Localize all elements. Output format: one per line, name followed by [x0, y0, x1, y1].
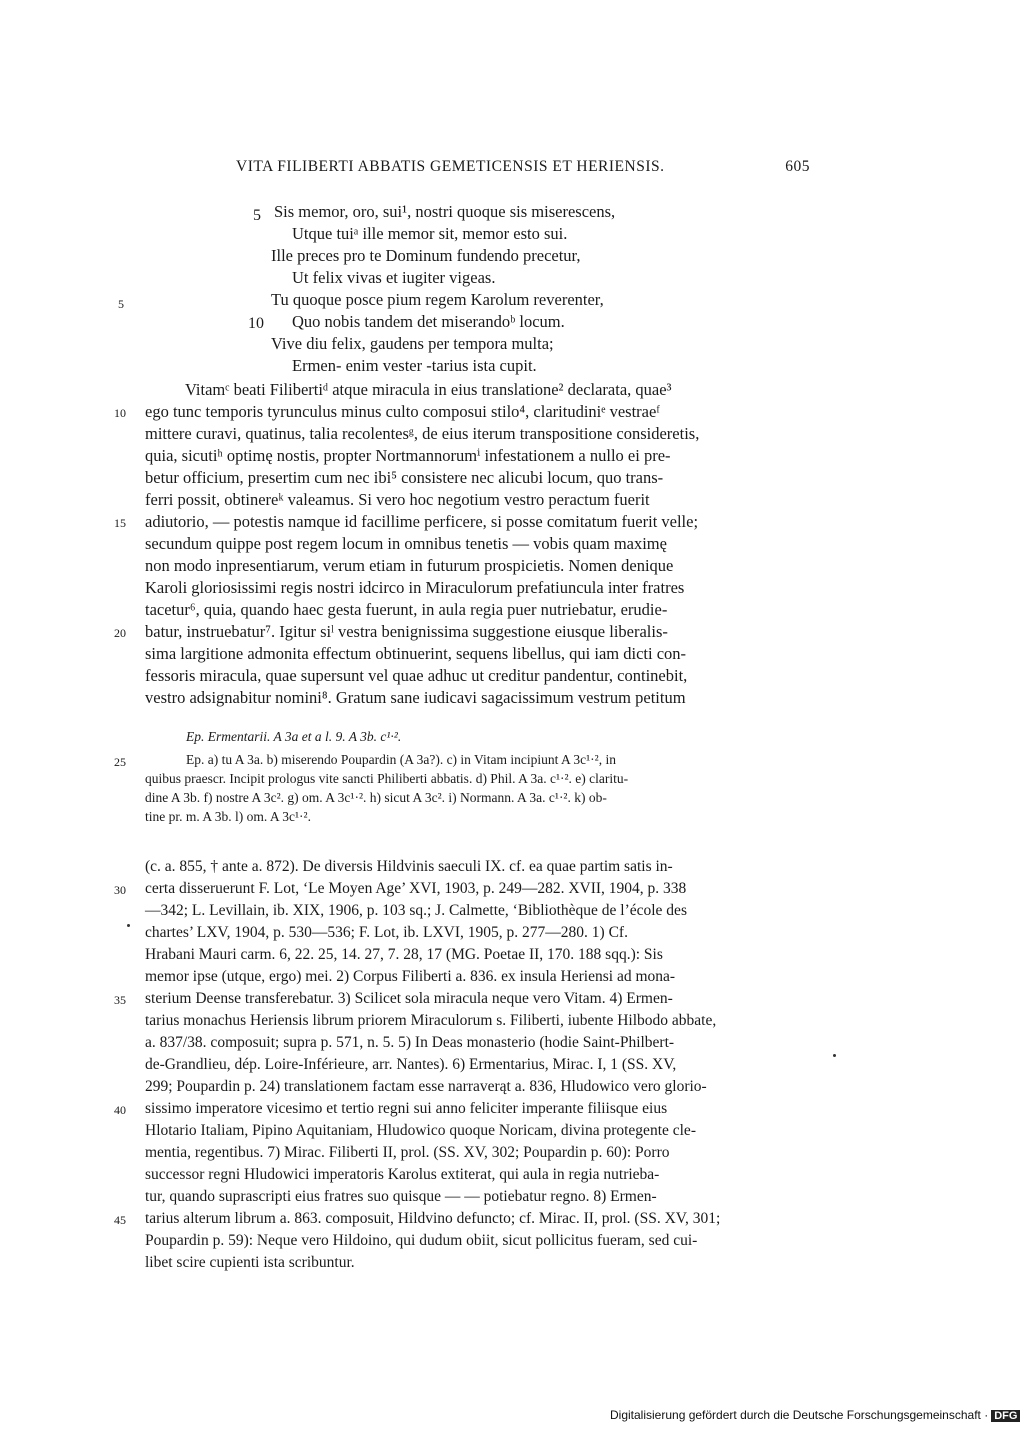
note-line: memor ipse (utque, ergo) mei. 2) Corpus Filiberti a. 836. ex insula Heriensi ad mona-	[145, 968, 676, 985]
poem-line-number: 10	[248, 315, 264, 332]
poem-line: Ille preces pro te Dominum fundendo precetur,	[271, 246, 581, 265]
footer-text: Digitalisierung gefördert durch die Deutsche Forschungsgemeinschaft ·	[610, 1408, 989, 1422]
scan-speck	[833, 1054, 836, 1057]
note-line: successor regni Hludowici imperatoris Karolus extiterat, qui aula in regia nutrieba-	[145, 1166, 660, 1183]
note-line: mentia, regentibus. 7) Mirac. Filiberti II, prol. (SS. XV, 302; Poupardin p. 60): Porro	[145, 1144, 670, 1161]
note-line: tur, quando suprascripti eius fratres suo quisque — — potiebatur regno. 8) Ermen-	[145, 1188, 657, 1205]
prose-line: adiutorio, — potestis namque id facillime perficere, si posse comitatum fuerit velle;	[145, 512, 699, 531]
prose-line: Vitamᶜ beati Filibertiᵈ atque miracula in eius translatione² declarata, quae³	[185, 380, 672, 399]
margin-line-number: 25	[114, 755, 126, 769]
prose-line: non modo inpresentiarum, verum etiam in futurum prospicietis. Nomen denique	[145, 556, 674, 575]
margin-line-number: 30	[114, 883, 126, 897]
note-line: sissimo imperatore vicesimo et tertio regni sui anno feliciter imperante filiisque eius	[145, 1100, 668, 1117]
margin-line-number: 5	[118, 297, 124, 311]
prose-line: fessoris miracula, quae supersunt vel quae adhuc ut creditur pandentur, continebit,	[145, 666, 688, 685]
prose-line: ego tunc temporis tyrunculus minus culto composui stilo⁴, claritudiniᵉ vestraeᶠ	[145, 402, 660, 421]
poem-line: Quo nobis tandem det miserandoᵇ locum.	[292, 312, 565, 331]
prose-line: sima largitione admonita effectum obtinuerint, sequens libellus, qui iam dicti con-	[145, 644, 687, 663]
note-line: Hrabani Mauri carm. 6, 22. 25, 14. 27, 7. 28, 17 (MG. Poetae II, 170. 188 sqq.): Sis	[145, 946, 663, 963]
margin-line-number: 35	[114, 993, 126, 1007]
note-line: Hlotario Italiam, Pipino Aquitaniam, Hludowico quoque Noricam, divina protegente cle-	[145, 1122, 696, 1139]
prose-line: betur officium, presertim cum nec ibi⁵ consistere nec alicubi locum, quo trans-	[145, 468, 664, 487]
margin-line-number: 15	[114, 516, 126, 530]
note-line: certa disseruerunt F. Lot, ‘Le Moyen Age’ XVI, 1903, p. 249—282. XVII, 1904, p. 338	[145, 880, 687, 897]
apparatus-line: quibus praescr. Incipit prologus vite sancti Philiberti abbatis. d) Phil. A 3a. c¹·². e) claritu-	[145, 771, 629, 786]
margin-line-number: 45	[114, 1213, 126, 1227]
dfg-logo: DFG	[991, 1410, 1020, 1422]
poem-line-number: 5	[253, 207, 261, 224]
prose-line: Karoli gloriosissimi regis nostri idcirco in Miraculorum prefatiuncula inter fratres	[145, 578, 685, 597]
prose-line: batur, instruebatur⁷. Igitur siˡ vestra benignissima suggestione eiusque liberalis-	[145, 622, 668, 641]
note-line: de-Grandlieu, dép. Loire-Inférieure, arr. Nantes). 6) Ermentarius, Mirac. I, 1 (SS. XV,	[145, 1056, 677, 1073]
prose-line: tacetur⁶, quia, quando haec gesta fuerunt, in aula regia puer nutriebatur, erudie-	[145, 600, 668, 619]
margin-line-number: 10	[114, 406, 126, 420]
poem-line: Ut felix vivas et iugiter vigeas.	[292, 268, 496, 287]
poem-line: Vive diu felix, gaudens per tempora multa;	[271, 334, 554, 353]
prose-line: vestro adsignabitur nomini⁸. Gratum sane iudicavi sagacissimum vestrum petitum	[145, 688, 686, 707]
note-line: a. 837/38. composuit; supra p. 571, n. 5. 5) In Deas monasterio (hodie Saint-Philbert-	[145, 1034, 675, 1051]
running-head	[236, 158, 810, 176]
note-line: tarius monachus Heriensis librum priorem Miraculorum s. Filiberti, iubente Hilbodo abbate,	[145, 1012, 717, 1029]
margin-line-number: 40	[114, 1103, 126, 1117]
note-line: libet scire cupienti ista scribuntur.	[145, 1254, 355, 1271]
prose-line: quia, sicutiʰ optimę nostis, propter Nortmannorumⁱ infestationem a nullo ei pre-	[145, 446, 671, 465]
note-line: 299; Poupardin p. 24) translationem factam esse narraverąt a. 836, Hludowico vero glorio-	[145, 1078, 707, 1095]
note-line: —342; L. Levillain, ib. XIX, 1906, p. 103 sq.; J. Calmette, ‘Bibliothèque de l’école des	[145, 902, 687, 919]
note-line: tarius alterum librum a. 863. composuit, Hildvino defuncto; cf. Mirac. II, prol. (SS. XV, 301;	[145, 1210, 721, 1227]
page-number: 605	[785, 158, 810, 175]
scan-speck	[127, 924, 130, 927]
margin-line-number: 20	[114, 626, 126, 640]
poem-line: Ermen- enim vester -tarius ista cupit.	[292, 356, 537, 375]
apparatus-line: Ep. a) tu A 3a. b) miserendo Poupardin (A 3a?). c) in Vitam incipiunt A 3c¹·², in	[186, 752, 616, 767]
poem-line: Utque tuiᵃ ille memor sit, memor esto sui.	[292, 224, 568, 243]
note-line: (c. a. 855, † ante a. 872). De diversis Hildvinis saeculi IX. cf. ea quae partim satis in-	[145, 858, 673, 875]
prose-line: mittere curavi, quatinus, talia recolentesᵍ, de eius iterum transpositione consideretis,	[145, 424, 700, 443]
prose-line: secundum quippe post regem locum in omnibus tenetis — vobis quam maximę	[145, 534, 667, 553]
poem-line: Sis memor, oro, sui¹, nostri quoque sis miserescens,	[274, 202, 616, 221]
apparatus-line: tine pr. m. A 3b. l) om. A 3c¹·².	[145, 809, 311, 824]
note-line: chartes’ LXV, 1904, p. 530—536; F. Lot, ib. LXVI, 1905, p. 277—280. 1) Cf.	[145, 924, 628, 941]
poem-line: Tu quoque posce pium regem Karolum reverenter,	[271, 290, 604, 309]
prose-line: ferri possit, obtinereᵏ valeamus. Si vero hoc negotium vestro peractum fuerit	[145, 490, 650, 509]
running-title: VITA FILIBERTI ABBATIS GEMETICENSIS ET HERIENSIS.	[236, 158, 665, 175]
digitization-footer	[610, 1408, 1020, 1422]
note-line: Poupardin p. 59): Neque vero Hildoino, qui dudum obiit, sicut pollicitus fueram, sed cui-	[145, 1232, 698, 1249]
apparatus-line: dine A 3b. f) nostre A 3c². g) om. A 3c¹·². h) sicut A 3c². i) Normann. A 3a. c¹·². k) ob-	[145, 790, 607, 805]
note-line: sterium Deense transferebatur. 3) Scilicet sola miracula neque vero Vitam. 4) Ermen-	[145, 990, 673, 1007]
apparatus-line: Ep. Ermentarii. A 3a et a l. 9. A 3b. c¹·².	[186, 729, 402, 744]
